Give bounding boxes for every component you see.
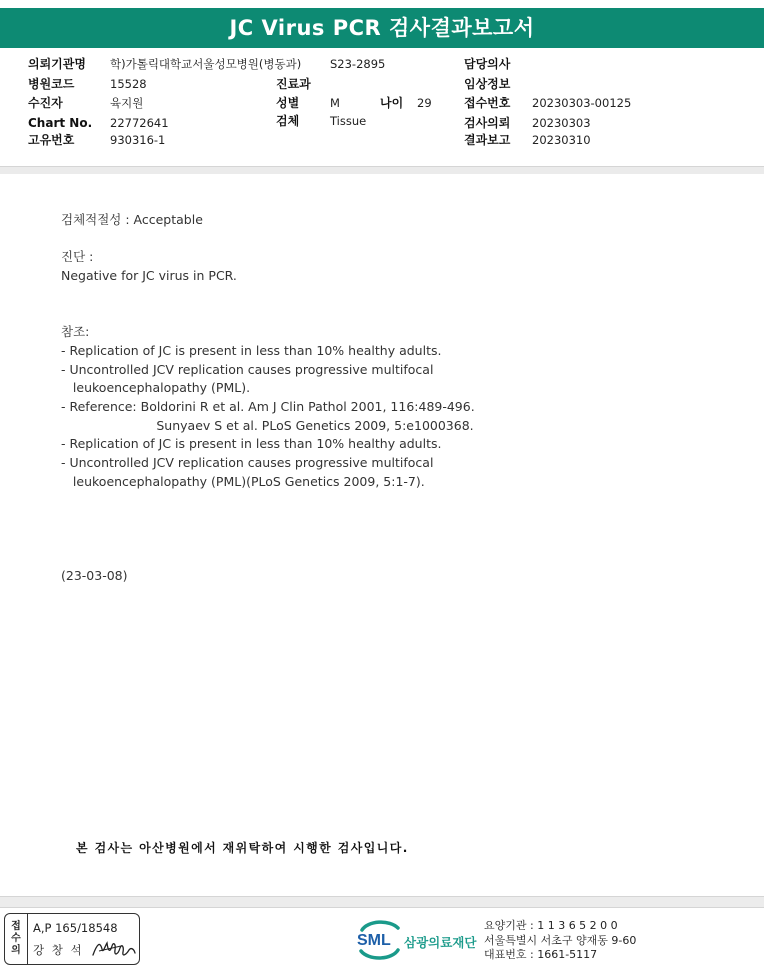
stamp-tag [5,914,28,964]
request-label: 검사의뢰 [464,116,511,130]
reference-line: - Uncontrolled JCV replication causes progressive multifocal [61,455,434,470]
age-label: 나이 [380,96,404,110]
sex-label: 성별 [276,96,300,110]
consignment-notice: 본 검사는 아산병원에서 재위탁하여 시행한 검사입니다. [76,841,409,855]
specimen-adequacy: 검체적절성 : Acceptable [61,212,203,227]
institution-code: S23-2895 [330,57,386,71]
patient-info-block [0,52,764,164]
reference-line: - Replication of JC is present in less than 10% healthy adults. [61,343,442,358]
footer-divider [0,896,764,908]
specimen-value: Tissue [330,114,367,128]
receipt-label: 접수번호 [464,96,511,110]
department-label: 진료과 [276,77,311,91]
unique-label: 고유번호 [28,133,75,147]
stamp-tag-char: 수 [11,933,21,944]
lab-contact-info [484,919,636,963]
chart-value: 22772641 [110,116,169,130]
stamp-tag-char: 접 [11,921,21,932]
stamp-tag-char: 의 [11,945,21,956]
report-title: JC Virus PCR 검사결과보고서 [0,8,764,48]
institution-label: 의뢰기관명 [28,57,86,71]
result-report-value: 20230310 [532,133,591,147]
age-value: 29 [417,96,432,110]
attending-label: 담당의사 [464,57,511,71]
hospital-code-label: 병원코드 [28,77,75,91]
specimen-label: 검체 [276,114,300,128]
stamp-pathologist: 강 창 석 [33,943,84,957]
hospital-code-value: 15528 [110,77,147,91]
diagnosis-text: Negative for JC virus in PCR. [61,268,237,283]
receipt-value: 20230303-00125 [532,96,632,110]
clinical-info-label: 임상정보 [464,77,511,91]
result-report-label: 결과보고 [464,133,511,147]
reference-line: Sunyaev S et al. PLoS Genetics 2009, 5:e1000368. [61,417,474,433]
header-divider [0,166,764,174]
sex-value: M [330,96,340,110]
reference-line: - Reference: Boldorini R et al. Am J Clin Pathol 2001, 116:489-496. [61,399,475,414]
reference-line: - Uncontrolled JCV replication causes progressive multifocal [61,361,434,377]
reception-stamp [4,913,140,965]
lab-address: 서울특별시 서초구 양재동 9-60 [484,933,637,947]
lab-phone: 대표번호 : 1661-5117 [484,948,598,961]
reference-label: 참조: [61,324,90,339]
stamp-case-number: A,P 165/18548 [33,921,118,935]
request-value: 20230303 [532,116,591,130]
patient-label: 수진자 [28,96,63,110]
reference-line: leukoencephalopathy (PML). [61,380,251,395]
sml-logo-mark [356,918,404,960]
signature-image [91,938,137,960]
sml-logo [356,918,482,960]
diagnosis-label: 진단 : [61,249,94,264]
result-date: (23-03-08) [61,568,128,583]
sml-logo-text: SML [357,932,391,949]
chart-label: Chart No. [28,116,93,130]
patient-value: 육지원 [110,96,144,110]
reference-line: - Replication of JC is present in less than 10% healthy adults. [61,436,442,451]
institution-number: 요양기관 : 1 1 3 6 5 2 0 0 [484,919,618,932]
unique-value: 930316-1 [110,133,166,147]
reference-line: leukoencephalopathy (PML)(PLoS Genetics 2009, 5:1-7). [61,473,425,489]
foundation-name: 삼광의료재단 [404,935,477,950]
institution-value: 학)가톨릭대학교서울성모병원(병동과) [110,57,302,71]
